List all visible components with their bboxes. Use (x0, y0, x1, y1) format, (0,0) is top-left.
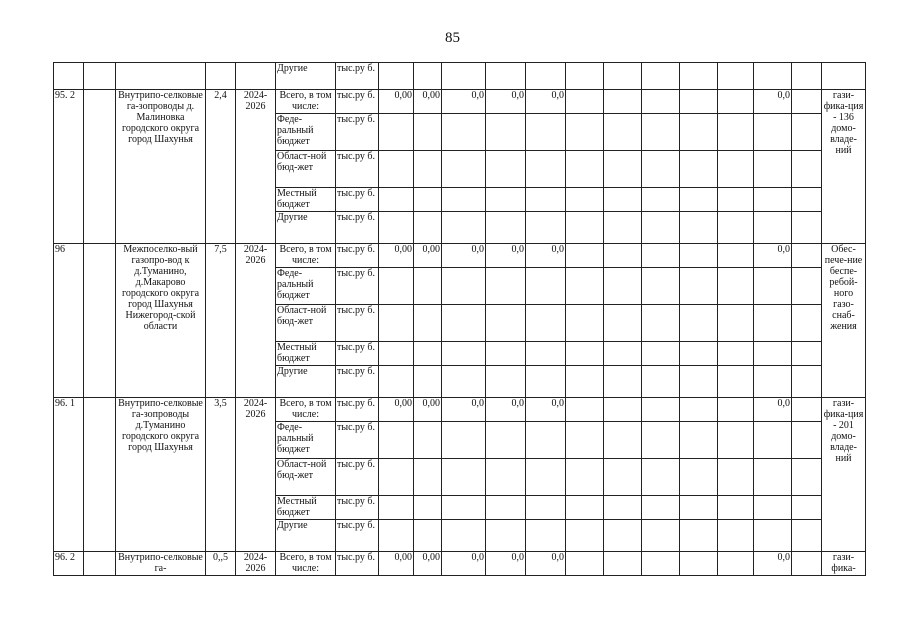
value-cell: 0,00 (414, 552, 442, 576)
source-label: Феде-ральный бюджет (276, 422, 336, 459)
value-cell: 0,0 (442, 552, 486, 576)
table-row (54, 63, 866, 90)
note-cell: гази-фика-ция - 136 домо-владе-ний (822, 90, 866, 244)
unit-label: тыс.ру б. (336, 268, 379, 305)
object-period: 2024-2026 (236, 244, 276, 398)
value-cell: 0,00 (379, 552, 414, 576)
object-length: 7,5 (206, 244, 236, 398)
value-cell: 0,0 (754, 552, 792, 576)
unit-label: тыс.ру б. (336, 63, 379, 90)
source-label: Местный бюджет (276, 496, 336, 520)
value-cell: 0,00 (379, 398, 414, 422)
value-cell: 0,00 (414, 244, 442, 268)
row-number: 96. 2 (54, 552, 84, 576)
table-row (54, 552, 866, 576)
value-cell: 0,00 (379, 244, 414, 268)
unit-label: тыс.ру б. (336, 244, 379, 268)
source-label: Феде-ральный бюджет (276, 268, 336, 305)
object-name: Внутрипо-селковые га-зопроводы д.Туманино городского округа город Шахунья (116, 398, 206, 552)
unit-label: тыс.ру б. (336, 552, 379, 576)
row-number: 96 (54, 244, 84, 398)
unit-label: тыс.ру б. (336, 459, 379, 496)
source-label: Всего, в том числе: (276, 398, 336, 422)
unit-label: тыс.ру б. (336, 90, 379, 114)
unit-label: тыс.ру б. (336, 520, 379, 552)
source-label: Местный бюджет (276, 188, 336, 212)
source-label: Всего, в том числе: (276, 244, 336, 268)
value-cell: 0,0 (486, 552, 526, 576)
source-label: Всего, в том числе: (276, 552, 336, 576)
source-label: Другие (276, 520, 336, 552)
table-row (54, 90, 866, 114)
value-cell: 0,0 (442, 90, 486, 114)
source-label: Област-ной бюд-жет (276, 305, 336, 342)
object-period: 2024-2026 (236, 552, 276, 576)
unit-label: тыс.ру б. (336, 496, 379, 520)
value-cell: 0,0 (754, 398, 792, 422)
table-row (54, 398, 866, 422)
note-cell: гази-фика- (822, 552, 866, 576)
budget-table (53, 62, 866, 576)
object-length: 3,5 (206, 398, 236, 552)
object-length: 0,,5 (206, 552, 236, 576)
note-cell: гази-фика-ция - 201 домо-владе-ний (822, 398, 866, 552)
unit-label: тыс.ру б. (336, 114, 379, 151)
unit-label: тыс.ру б. (336, 188, 379, 212)
value-cell: 0,0 (526, 90, 566, 114)
note-cell: Обес-пече-ние беспе-ребой-ного газо-снаб-жения (822, 244, 866, 398)
unit-label: тыс.ру б. (336, 398, 379, 422)
value-cell: 0,0 (442, 244, 486, 268)
value-cell: 0,0 (754, 244, 792, 268)
source-label: Област-ной бюд-жет (276, 151, 336, 188)
unit-label: тыс.ру б. (336, 422, 379, 459)
source-label: Другие (276, 212, 336, 244)
table-row (54, 244, 866, 268)
unit-label: тыс.ру б. (336, 366, 379, 398)
unit-label: тыс.ру б. (336, 305, 379, 342)
object-name: Внутрипо-селковые га-зопроводы д. Малиновка городского округа город Шахунья (116, 90, 206, 244)
value-cell: 0,0 (486, 244, 526, 268)
source-label: Местный бюджет (276, 342, 336, 366)
value-cell: 0,0 (486, 90, 526, 114)
page-number: 85 (445, 30, 460, 46)
value-cell: 0,00 (379, 90, 414, 114)
value-cell: 0,0 (486, 398, 526, 422)
source-label: Феде-ральный бюджет (276, 114, 336, 151)
value-cell: 0,0 (442, 398, 486, 422)
value-cell: 0,00 (414, 398, 442, 422)
source-label: Област-ной бюд-жет (276, 459, 336, 496)
value-cell: 0,0 (526, 552, 566, 576)
row-number: 95. 2 (54, 90, 84, 244)
unit-label: тыс.ру б. (336, 212, 379, 244)
object-name: Внутрипо-селковые га- (116, 552, 206, 576)
unit-label: тыс.ру б. (336, 151, 379, 188)
source-label: Другие (276, 63, 336, 90)
object-name: Межпоселко-вый газопро-вод к д.Туманино, д.Макарово городского округа город Шахунья Нижегород-ской области (116, 244, 206, 398)
unit-label: тыс.ру б. (336, 342, 379, 366)
value-cell: 0,0 (526, 398, 566, 422)
value-cell: 0,0 (526, 244, 566, 268)
row-number: 96. 1 (54, 398, 84, 552)
source-label: Всего, в том числе: (276, 90, 336, 114)
value-cell: 0,00 (414, 90, 442, 114)
object-period: 2024-2026 (236, 398, 276, 552)
source-label: Другие (276, 366, 336, 398)
value-cell: 0,0 (754, 90, 792, 114)
object-period: 2024-2026 (236, 90, 276, 244)
object-length: 2,4 (206, 90, 236, 244)
